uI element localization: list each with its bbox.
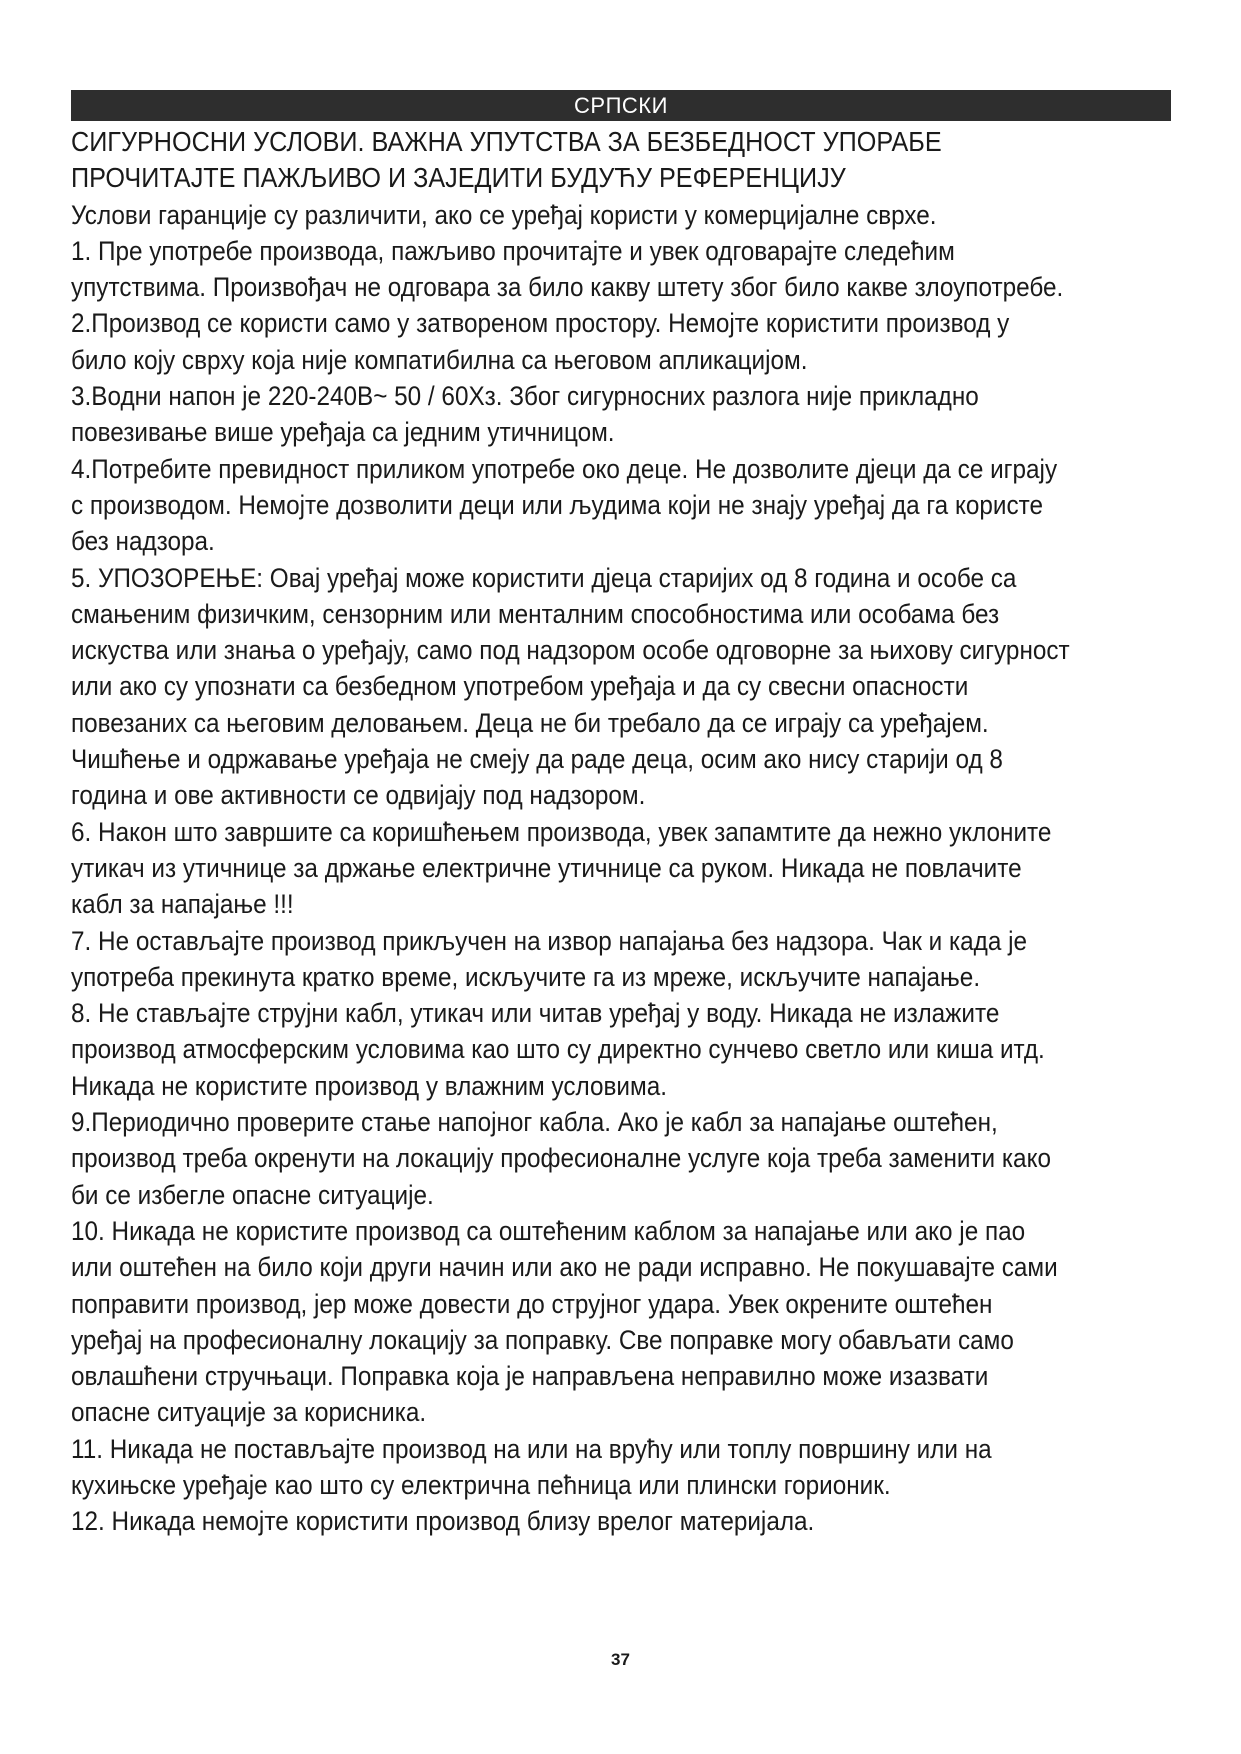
instruction-item-7: 7. Не остављајте производ прикључен на извор напајања без надзора. Чак и када је употреба прекинута кратко време, искључите га из мреже, искључите напајање. [71,925,1028,992]
page-number: 37 [611,1650,630,1669]
document-body [71,124,1070,1540]
instruction-item-6: 6. Након што завршите са коришћењем производа, увек запамтите да нежно уклоните утикач из утичнице за држање електричне утичнице са руком. Никада не повлачите кабл за напајање !!! [71,816,1052,920]
instruction-item-2: 2.Производ се користи само у затвореном простору. Немојте користити производ у било коју сврху која није компатибилна са његовом апликацијом. [71,308,1010,375]
warranty-intro: Услови гаранције су различити, ако се уређај користи у комерцијалне сврхе. [71,199,937,230]
instruction-item-12: 12. Никада немојте користити производ близу врелог материјала. [71,1506,815,1537]
instruction-item-11: 11. Никада не постављајте производ на или на врућу или топлу површину или на кухињске уређаје као што су електрична пећница или плински горионик. [71,1433,992,1500]
language-header-bar [71,90,1171,121]
instruction-item-1: 1. Пре употребе производа, пажљиво прочитајте и увек одговарајте следећим упутствима. Произвођач не одговара за било какву штету због било какве злоупотребе. [71,235,1064,303]
instruction-item-3: 3.Водни напон је 220-240В~ 50 / 60Хз. Због сигурносних разлога није прикладно повезивање више уређаја са једним утичницом. [71,381,979,448]
instruction-item-8: 8. Не стављајте струјни кабл, утикач или читав уређај у воду. Никада не излажите производ атмосферским условима као што су директно сунчево светло или киша итд. Никада не користите производ у влажним условима. [71,998,1045,1101]
read-carefully-heading: ПРОЧИТАЈТЕ ПАЖЉИВО И ЗАЈЕДИТИ БУДУЋУ РЕФЕРЕНЦИЈУ [71,162,846,194]
instruction-item-10: 10. Никада не користите производ са оштећеним каблом за напајање или ако је пао или оштећен на било који други начин или ако не ради исправно. Не покушавајте сами поправити производ, јер може довести до струјног удара. Увек окрените оштећен уређај на професионалну локацију за поправку. Све поправке могу обављати само овлашћени стручњаци. Поправка која је направљена неправилно може изазвати опасне ситуације за корисника. [71,1215,1058,1428]
safety-heading: СИГУРНОСНИ УСЛОВИ. ВАЖНА УПУТСТВА ЗА БЕЗБЕДНОСТ УПОРАБЕ [71,126,942,157]
instruction-item-4: 4.Потребите превидност приликом употребе око деце. Не дозволите дјеци да се играју с производом. Немојте дозволити деци или људима који не знају уређај да га користе без надзора. [71,453,1058,557]
language-label: СРПСКИ [574,93,668,118]
instruction-item-9: 9.Периодично проверите стање напојног кабла. Ако је кабл за напајање оштећен, производ треба окренути на локацију професионалне услуге која треба заменити како би се избегле опасне ситуације. [71,1107,1051,1210]
instruction-item-5: 5. УПОЗОРЕЊЕ: Овај уређај може користити дјеца старијих од 8 година и особе са смањеним физичким, сензорним или менталним способностима или особама без искуства или знања о уређају, само под надзором особе одговорне за њихову сигурност или ако су упознати са безбедном употребом уређаја и да су свесни опасности повезаних са његовим деловањем. Деца не би требало да се играју са уређајем. Чишћење и одржавање уређаја не смеју да раде деца, осим ако нису старији од 8 година и ове активности се одвијају под надзором. [71,562,1070,811]
